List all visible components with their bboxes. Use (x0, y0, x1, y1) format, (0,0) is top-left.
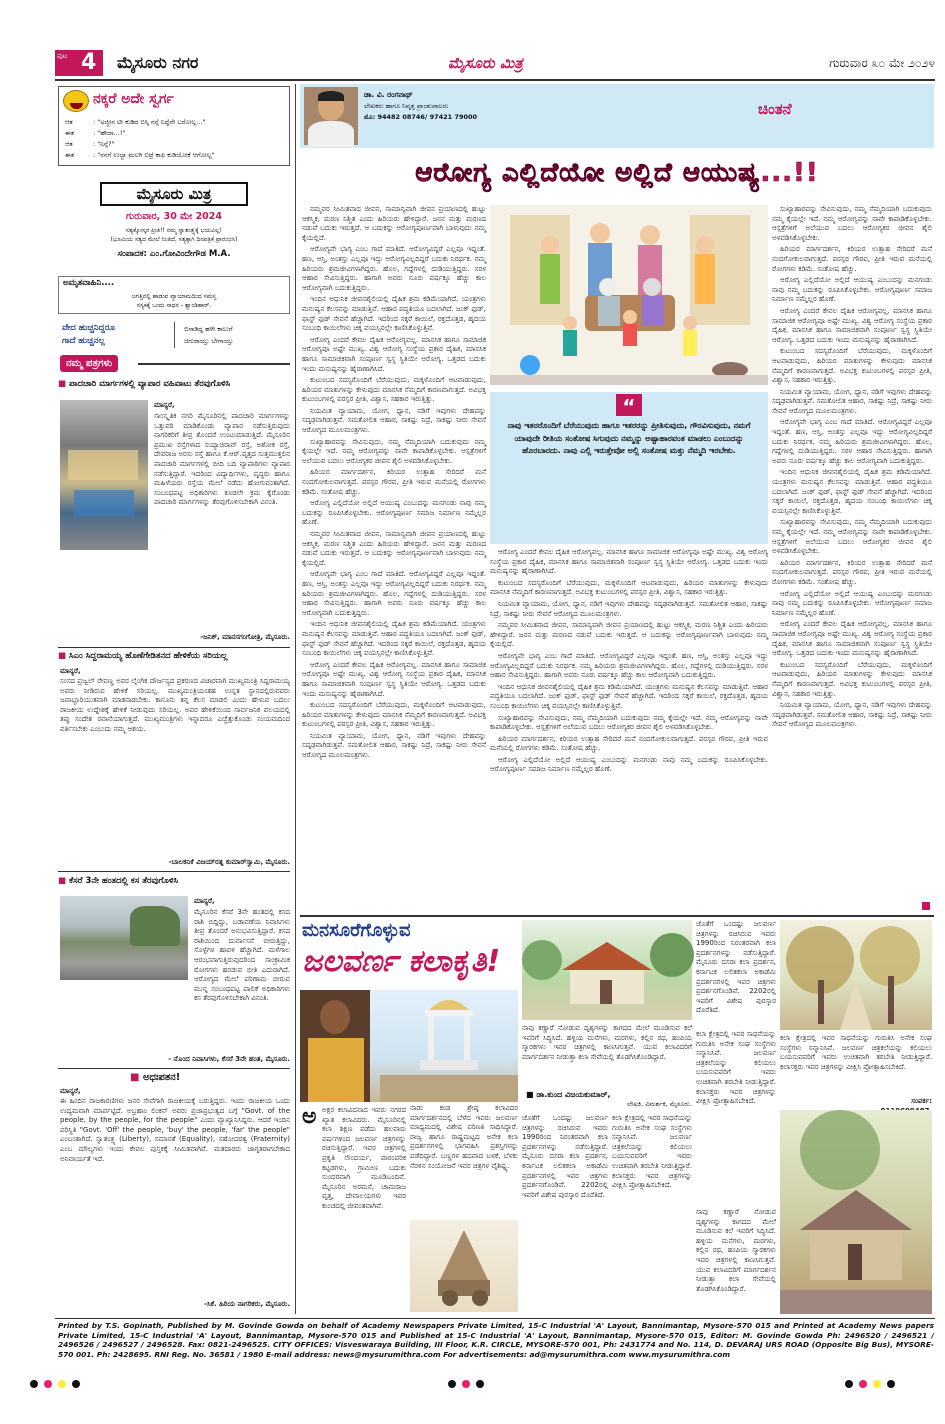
header-date: ಗುರುವಾರ ೩೦ ಮೇ ೨೦೨೪ (829, 56, 935, 70)
paper-date: ಗುರುವಾರ, 30 ಮೇ 2024 (125, 211, 223, 222)
joke-lines (65, 117, 287, 161)
pull-quote-box (490, 392, 768, 544)
letter-body: ಸಂಸದ ಪ್ರಜ್ವಲ್ ರೇವಣ್ಣ ಅವರ ಲೈಂಗಿಕ ದೌರ್ಜನ್ಯದ ಪ್ರಕರಣದ ವಿಚಾರವಾಗಿ ಮುಖ್ಯಮಂತ್ರಿ ಸಿದ್ದರಾಮಯ್ಯ ಅವರು ನೀಡಿರುವ ಹೇಳಿಕೆ ಸರಿಯಲ್ಲ. ಮುಖ್ಯಮಂತ್ರಿಯಂತಹ ಉನ್ನತ ಸ್ಥಾನದಲ್ಲಿರುವವರು ಜವಾಬ್ದಾರಿಯುತವಾಗಿ ಮಾತನಾಡಬೇಕು. ಕಾನೂನು ತನ್ನ ಕೆಲಸ ಮಾಡಲಿ ಎಂದು ಹೇಳುವ ಬದಲು ರಾಜಕೀಯ ಉದ್ದೇಶಕ್ಕೆ ಹೇಳಿಕೆ ನೀಡುವುದು ಸರಿಯಲ್ಲ. ಅವರ ಹೇಳಿಕೆಯಿಂದ ಸಾರ್ವಜನಿಕ ವಲಯದಲ್ಲಿ ತಪ್ಪು ಸಂದೇಶ ರವಾನೆಯಾಗುತ್ತದೆ. ಮುಖ್ಯಮಂತ್ರಿಗಳು ಇನ್ನಾದರೂ ಎಚ್ಚೆತ್ತುಕೊಂಡು ಸಂಯಮದಿಂದ ವರ್ತಿಸಬೇಕು ಎಂಬುದು ನಮ್ಮ ಆಶಯ. (60, 677, 290, 733)
letter-signature: -ಜನಿಕ್, ಮಾನಸಗಂಗೋತ್ರಿ, ಮೈಸೂರು. (200, 633, 290, 641)
watercolor-title: ಜಲವರ್ಣ ಕಲಾಕೃತಿ! (302, 944, 501, 979)
article-para: ಇಂದಿನ ಆಧುನಿಕ ಜೀವನಶೈಲಿಯಲ್ಲಿ ದೈಹಿಕ ಶ್ರಮ ಕಡಿಮೆಯಾಗಿದೆ. ಯಂತ್ರಗಳು ಮನುಷ್ಯನ ಕೆಲಸವನ್ನು ಮಾಡುತ್ತಿವೆ. ಆಹಾರ ಪದ್ಧತಿಯೂ ಬದಲಾಗಿದೆ. ಜಂಕ್ ಫುಡ್, ಫಾಸ್ಟ್ ಫುಡ್ ಸೇವನೆ ಹೆಚ್ಚಾಗಿದೆ. ಇದರಿಂದ ಸಕ್ಕರೆ ಕಾಯಿಲೆ, ರಕ್ತದೊತ್ತಡ, ಹೃದಯ ಸಂಬಂಧಿ ಕಾಯಿಲೆಗಳು ಚಿಕ್ಕ ವಯಸ್ಸಿನಲ್ಲೇ ಕಾಣಿಸಿಕೊಳ್ಳುತ್ತಿವೆ. (302, 620, 486, 658)
joke-line: ಈತ : "ನನಗೆ ಉಲ್ಟಾ ಮಲಗಿ ಬಿಟ್ರೆ ಕಾಫಿ ಕುಡಿಯೋಕೆ ಆಗೋಲ್ಲ" (65, 151, 215, 159)
letter-intro: ಮಾನ್ಯರೆ, (60, 667, 81, 675)
article-para: ಆರೋಗ್ಯ ಎಲ್ಲಿದೆಯೋ ಅಲ್ಲಿದೆ ಆಯುಷ್ಯ ಎಂಬುದನ್ನು ಮನಗಂಡು ನಾವು ನಮ್ಮ ಬದುಕನ್ನು ರೂಪಿಸಿಕೊಳ್ಳಬೇಕು. ಆರೋಗ್ಯಪೂರ್ಣ ಸಮಾಜ ನಿರ್ಮಾಣ ನಮ್ಮೆಲ್ಲರ ಹೊಣೆ. (302, 499, 486, 527)
joke-box (58, 86, 290, 166)
house-drawing (522, 920, 692, 1020)
hut-drawing (780, 1110, 932, 1314)
joke-title: ನಕ್ಕರೆ ಅದೇ ಸ್ವರ್ಗ (93, 91, 174, 107)
article-para: ಕುಟುಂಬದ ಸದಸ್ಯರೊಂದಿಗೆ ಬೆರೆಯುವುದು, ಮಕ್ಕಳೊಂದಿಗೆ ಆಟವಾಡುವುದು, ಹಿರಿಯರ ಮಾತುಗಳನ್ನು ಕೇಳುವುದು ಮಾನಸಿಕ ನೆಮ್ಮದಿಗೆ ಕಾರಣವಾಗುತ್ತದೆ. ಅವಿಭಕ್ತ ಕುಟುಂಬಗಳಲ್ಲಿ ಪರಸ್ಪರ ಪ್ರೀತಿ, ವಿಶ್ವಾಸ, ಸಹಕಾರ ಇರುತ್ತಿತ್ತು. (772, 660, 932, 698)
temple-chariot-painting (410, 1220, 518, 1312)
watercolor-text: ನಾಡು ಕಂಡ ಶ್ರೇಷ್ಠ ಕಲಾವಿದರ ಮಾರ್ಗದರ್ಶನದಲ್ಲಿ ಬೆಳೆದ ಇವರು ಜಲವರ್ಣ ಮಾಧ್ಯಮದಲ್ಲಿ ವಿಶೇಷ ಪರಿಣತಿ ಸಾಧಿಸಿದ್ದಾರೆ. ರಾಜ್ಯ ಹಾಗೂ ರಾಷ್ಟ್ರಮಟ್ಟದ ಅನೇಕ ಕಲಾ ಪ್ರದರ್ಶನಗಳಲ್ಲಿ ಭಾಗವಹಿಸಿ ಪ್ರಶಸ್ತಿಗಳನ್ನು ಪಡೆದಿದ್ದಾರೆ. ಬಣ್ಣಗಳ ಹದವಾದ ಬಳಕೆ, ಬೆಳಕು ನೆರಳಿನ ಸಂಯೋಜನೆ ಇವರ ಚಿತ್ರಗಳ ವೈಶಿಷ್ಟ್ಯ. (410, 1104, 518, 1170)
article-para: ಹಿರಿಯರ ಮಾರ್ಗದರ್ಶನ, ಕಿರಿಯರ ಉತ್ಸಾಹ ಸೇರಿದರೆ ಮನೆ ನಂದಗೋಕುಲವಾಗುತ್ತದೆ. ಪರಸ್ಪರ ಗೌರವ, ಪ್ರೀತಿ ಇರುವ ಮನೆಯಲ್ಲಿ ರೋಗಗಳು ಕಡಿಮೆ. ಸಂತೋಷ ಹೆಚ್ಚು. (772, 558, 932, 586)
article-para: ನಿಯಮಿತ ವ್ಯಾಯಾಮ, ಯೋಗ, ಧ್ಯಾನ, ನಡಿಗೆ ಇವುಗಳು ದೇಹವನ್ನು ಸದೃಢವಾಗಿಡುತ್ತವೆ. ಸಮತೋಲಿತ ಆಹಾರ, ಸಾಕಷ್ಟು ನಿದ್ರೆ, ಸಾಕಷ್ಟು ನೀರು ಸೇವನೆ ಆರೋಗ್ಯದ ಮೂಲಮಂತ್ರಗಳು. (772, 387, 932, 415)
joke-line: ಆತ : "ನಿನ್ಗೆ?" (65, 140, 115, 148)
article-para: ಕುಟುಂಬದ ಸದಸ್ಯರೊಂದಿಗೆ ಬೆರೆಯುವುದು, ಮಕ್ಕಳೊಂದಿಗೆ ಆಟವಾಡುವುದು, ಹಿರಿಯರ ಮಾತುಗಳನ್ನು ಕೇಳುವುದು ಮಾನಸಿಕ ನೆಮ್ಮದಿಗೆ ಕಾರಣವಾಗುತ್ತದೆ. ಅವಿಭಕ್ತ ಕುಟುಂಬಗಳಲ್ಲಿ ಪರಸ್ಪರ ಪ್ರೀತಿ, ವಿಶ್ವಾಸ, ಸಹಕಾರ ಇರುತ್ತಿತ್ತು. (302, 376, 486, 404)
letter-headline: ■ ಸಿಎಂ ಸಿದ್ದರಾಮಯ್ಯ ಹೊಣೆಗೇಡಿತನದ ಹೇಳಿಕೆಯ ಸರಿಯಲ್ಲ (58, 651, 228, 661)
proverb-right: ಬಿಸಾಡಿದ್ದ ಹಳೇ ಕಾಲುಗೆ (184, 325, 233, 333)
article-para: ಆರೋಗ್ಯ ಎಲ್ಲಿದೆಯೋ ಅಲ್ಲಿದೆ ಆಯುಷ್ಯ ಎಂಬುದನ್ನು ಮನಗಂಡು ನಾವು ನಮ್ಮ ಬದುಕನ್ನು ರೂಪಿಸಿಕೊಳ್ಳಬೇಕು. ಆರೋಗ್ಯಪೂರ್ಣ ಸಮಾಜ ನಿರ್ಮಾಣ ನಮ್ಮೆಲ್ಲರ ಹೊಣೆ. (490, 755, 768, 774)
letter-headline: ■ ಕೆಸರೆ 3ನೇ ಹಂತದಲ್ಲಿ ಕಸ ತೆರವುಗೊಳಿಸಿ (58, 876, 178, 886)
footer-imprint: Printed by T.S. Gopinath, Published by M. Govinde Gowda on behalf of Academy Newspapers Private Limited, 15-C Industrial 'A' Layout, Bannimantap, Mysore-570 015 and Printed at Academy News papers Private Limited, 15-C Industrial 'A' Layout, Bannimantap, Mysore-570 015 and Published at 15-C Industrial 'A' Layout, Bannimantap, Mysore-570 015, Editor: M. Govinde Gowda Ph: 2496520 / 2496521 / 2496526 / 2496527 / 2496528. Fax: 0821-2496525. CITY OFFICES: Visveswaraya Building, III Floor, K.R. CIRCLE, MYSORE-570 001, Ph: 2431774 and No. 114, D. DEVARAJ URS ROAD (Opposite Big Bus), MYSORE-570 001. Ph: 2428695. RNI Reg. No. 36581 / 1980 E-mail address: news@mysurumithra.com For advertisements: ad@mysurumithra.com www.mysurumithra.com (58, 1321, 934, 1359)
bullet-icon: ■ (130, 1072, 143, 1083)
article-para: ಸುಖ್ಯಾಹಾರವನ್ನು ಸೇವಿಸುವುದು, ನಮ್ಮ ನೆಮ್ಮದಿಯಾಗಿ ಬದುಕುವುದು ನಮ್ಮ ಕೈಯಲ್ಲೇ ಇದೆ. ನಮ್ಮ ಆರೋಗ್ಯವನ್ನು ನಾವೇ ಕಾಪಾಡಿಕೊಳ್ಳಬೇಕು. ಆಸ್ಪತ್ರೆಗಳಿಗೆ ಅಲೆಯುವ ಬದಲು ಆರೋಗ್ಯಕರ ಜೀವನ ಶೈಲಿ ಅಳವಡಿಸಿಕೊಳ್ಳಬೇಕು. (772, 205, 932, 242)
paper-editor: ಸಂಪಾದಕ: ಎಂ.ಗೋವಿಂದೇಗೌಡ M.A. (117, 249, 231, 259)
letter-body-cont (60, 986, 290, 1014)
chariot-drawing (410, 1220, 518, 1312)
end-mark-icon (922, 902, 930, 910)
article-para: ಹಿರಿಯರ ಮಾರ್ಗದರ್ಶನ, ಕಿರಿಯರ ಉತ್ಸಾಹ ಸೇರಿದರೆ ಮನೆ ನಂದಗೋಕುಲವಾಗುತ್ತದೆ. ಪರಸ್ಪರ ಗೌರವ, ಪ್ರೀತಿ ಇರುವ ಮನೆಯಲ್ಲಿ ರೋಗಗಳು ಕಡಿಮೆ. ಸಂತೋಷ ಹೆಚ್ಚು. (772, 245, 932, 273)
paper-logo: ಮೈಸೂರು ಮಿತ್ರ (100, 182, 248, 206)
article-para: ಆರೋಗ್ಯ ಎಂದರೆ ಕೇವಲ ದೈಹಿಕ ಆರೋಗ್ಯವಲ್ಲ. ಮಾನಸಿಕ ಹಾಗೂ ಸಾಮಾಜಿಕ ಆರೋಗ್ಯವೂ ಅಷ್ಟೇ ಮುಖ್ಯ. ವಿಶ್ವ ಆರೋಗ್ಯ ಸಂಸ್ಥೆಯ ಪ್ರಕಾರ ದೈಹಿಕ, ಮಾನಸಿಕ ಹಾಗೂ ಸಾಮಾಜಿಕವಾಗಿ ಸಂಪೂರ್ಣ ಸ್ವಸ್ಥ ಸ್ಥಿತಿಯೇ ಆರೋಗ್ಯ. ಒತ್ತಡದ ಬದುಕು ಇಂದು ಮನುಷ್ಯನನ್ನು ಹೈರಾಣಾಗಿಸಿದೆ. (302, 660, 486, 698)
article-para: ಹಿರಿಯರ ಮಾರ್ಗದರ್ಶನ, ಕಿರಿಯರ ಉತ್ಸಾಹ ಸೇರಿದರೆ ಮನೆ ನಂದಗೋಕುಲವಾಗುತ್ತದೆ. ಪರಸ್ಪರ ಗೌರವ, ಪ್ರೀತಿ ಇರುವ ಮನೆಯಲ್ಲಿ ರೋಗಗಳು ಕಡಿಮೆ. ಸಂತೋಷ ಹೆಚ್ಚು. (490, 734, 768, 753)
paper-info-box (58, 180, 290, 270)
namma-patra-label: ನಮ್ಮ ಪತ್ರಗಳು (60, 355, 118, 372)
page-number: 4 (81, 50, 97, 75)
article-para: ಸುಖ್ಯಾಹಾರವನ್ನು ಸೇವಿಸುವುದು, ನಮ್ಮ ನೆಮ್ಮದಿಯಾಗಿ ಬದುಕುವುದು ನಮ್ಮ ಕೈಯಲ್ಲೇ ಇದೆ. ನಮ್ಮ ಆರೋಗ್ಯವನ್ನು ನಾವೇ ಕಾಪಾಡಿಕೊಳ್ಳಬೇಕು. ಆಸ್ಪತ್ರೆಗಳಿಗೆ ಅಲೆಯುವ ಬದಲು ಆರೋಗ್ಯಕರ ಜೀವನ ಶೈಲಿ ಅಳವಡಿಸಿಕೊಳ್ಳಬೇಕು. (490, 713, 768, 732)
letter-headline: ■ ಅಧಃಪತನ! (130, 1072, 181, 1083)
letter-body: ಸಾಂಸ್ಕೃತಿಕ ನಗರಿ ಮೈಸೂರಿನಲ್ಲಿ ಪಾದಚಾರಿ ಮಾರ್ಗಗಳನ್ನು ಒತ್ತುವರಿ ಮಾಡಿಕೊಂಡು ವ್ಯಾಪಾರ ನಡೆಸುತ್ತಿರುವುದು ನಾಗರಿಕರಿಗೆ ತೀವ್ರ ತೊಂದರೆ ಉಂಟುಮಾಡುತ್ತಿದೆ. ಮೈಸೂರಿನ ಪ್ರಮುಖ ರಸ್ತೆಗಳಾದ ಸಯ್ಯಾಜಿರಾವ್ ರಸ್ತೆ, ಅಶೋಕ ರಸ್ತೆ, ದೇವರಾಜ ಅರಸು ರಸ್ತೆ ಹಾಗೂ ಕೆ.ಆರ್.ವೃತ್ತದ ಸುತ್ತಮುತ್ತಲಿನ ಪಾದಚಾರಿ ಮಾರ್ಗಗಳಲ್ಲಿ ಬೀದಿ ಬದಿ ವ್ಯಾಪಾರಿಗಳು ವ್ಯಾಪಾರ ನಡೆಸುತ್ತಿದ್ದಾರೆ. ಇದರಿಂದ ವಿದ್ಯಾರ್ಥಿಗಳು, ವೃದ್ಧರು ಹಾಗೂ ಮಹಿಳೆಯರು ರಸ್ತೆಯ ಮೇಲೆ ನಡೆದು ಹೋಗುವಂತಾಗಿದೆ. ಸಂಬಂಧಪಟ್ಟ ಅಧಿಕಾರಿಗಳು ಕೂಡಲೇ ಕ್ರಮ ಕೈಗೊಂಡು ಪಾದಚಾರಿ ಮಾರ್ಗಗಳನ್ನು ತೆರವುಗೊಳಿಸಬೇಕಾಗಿ ವಿನಂತಿ. (154, 412, 290, 507)
watercolor-text: ಜೊತೆಗೆ ಒಂದಷ್ಟು ಜಲವರ್ಣ ಚಿತ್ರಗಳನ್ನು ರಚಿಸಿರುವ ಇವರು 1990ರಿಂದ ನಿರಂತರವಾಗಿ ಕಲಾ ಪ್ರದರ್ಶನಗಳನ್ನು ನಡೆಸುತ್ತಿದ್ದಾರೆ. ಮೈಸೂರು ದಸರಾ ಕಲಾ ಪ್ರದರ್ಶನ, ಕರ್ನಾಟಕ ಲಲಿತಕಲಾ ಅಕಾಡೆಮಿ ಪ್ರದರ್ಶನಗಳಲ್ಲಿ ಇವರ ಚಿತ್ರಗಳು ಪ್ರದರ್ಶನಗೊಂಡಿವೆ. 2202ರಲ್ಲಿ ಇವರಿಗೆ ವಿಶೇಷ ಪುರಸ್ಕಾರ ದೊರೆತಿದೆ. (696, 920, 776, 1015)
proverb-left: ವೇದ ಹುಚ್ಚನಿದ್ದರೂ (62, 323, 115, 333)
article-para: ಆರೋಗ್ಯವೇ ಭಾಗ್ಯ ಎಂಬ ಗಾದೆ ಮಾತಿದೆ. ಆರೋಗ್ಯವಿದ್ದರೆ ಎಲ್ಲವೂ ಇದ್ದಂತೆ. ಹಣ, ಆಸ್ತಿ, ಅಂತಸ್ತು ಎಲ್ಲವೂ ಇದ್ದು ಆರೋಗ್ಯವಿಲ್ಲದಿದ್ದರೆ ಬದುಕು ನಿರರ್ಥಕ. ನಮ್ಮ ಹಿರಿಯರು ಶ್ರಮಜೀವಿಗಳಾಗಿದ್ದರು. ಹೊಲ, ಗದ್ದೆಗಳಲ್ಲಿ ದುಡಿಯುತ್ತಿದ್ದರು. ಸರಳ ಆಹಾರ ಸೇವಿಸುತ್ತಿದ್ದರು. ಹಾಗಾಗಿ ಅವರು ನೂರು ವರ್ಷಕ್ಕೂ ಹೆಚ್ಚು ಕಾಲ ಆರೋಗ್ಯವಾಗಿ ಬದುಕುತ್ತಿದ್ದರು. (772, 418, 932, 465)
garbage-road-photo (60, 896, 188, 980)
byline-role: ಲೇಖಕಿ, ವಿಮರ್ಶಕಿ, ಮೈಸೂರು. (626, 1100, 692, 1108)
watercolor-text: ನಾವು ಕಣ್ಣಾರೆ ನೋಡುವ ದೃಶ್ಯಗಳನ್ನು ಕಾಗದದ ಮೇಲೆ ಮೂಡಿಸುವ ಕಲೆ ಇವರಿಗೆ ಸಿದ್ಧಿಸಿದೆ. ಹಳ್ಳಿಯ ಮನೆಗಳು, ಮರಗಳು, ಕಲ್ಲಿನ ರಥ, ಹಂಪಿಯ ಸ್ಮಾರಕಗಳು ಇವರ ಚಿತ್ರಗಳಲ್ಲಿ ಕಾಣಸಿಗುತ್ತವೆ. ಯುವ ಕಲಾವಿದರಿಗೆ ಮಾರ್ಗದರ್ಶನ ನೀಡುತ್ತಾ ಕಲಾ ಸೇವೆಯಲ್ಲಿ ತೊಡಗಿಸಿಕೊಂಡಿದ್ದಾರೆ. (522, 1024, 692, 1061)
watercolor-text: ನಾವು ಕಣ್ಣಾರೆ ನೋಡುವ ದೃಶ್ಯಗಳನ್ನು ಕಾಗದದ ಮೇಲೆ ಮೂಡಿಸುವ ಕಲೆ ಇವರಿಗೆ ಸಿದ್ಧಿಸಿದೆ. ಹಳ್ಳಿಯ ಮನೆಗಳು, ಮರಗಳು, ಕಲ್ಲಿನ ರಥ, ಹಂಪಿಯ ಸ್ಮಾರಕಗಳು ಇವರ ಚಿತ್ರಗಳಲ್ಲಿ ಕಾಣಸಿಗುತ್ತವೆ. ಯುವ ಕಲಾವಿದರಿಗೆ ಮಾರ್ಗದರ್ಶನ ನೀಡುತ್ತಾ ಕಲಾ ಸೇವೆಯಲ್ಲಿ ತೊಡಗಿಸಿಕೊಂಡಿದ್ದಾರೆ. (696, 1208, 776, 1293)
letter-headline: ■ ಪಾದಚಾರಿ ಮಾರ್ಗಗಳಲ್ಲಿ ವ್ಯಾಪಾರ ವಹಿವಾಟು ತೆರವುಗೊಳಿಸಿ (58, 379, 231, 389)
village-hut-painting (780, 1110, 932, 1314)
article-para: ಇಂದಿನ ಆಧುನಿಕ ಜೀವನಶೈಲಿಯಲ್ಲಿ ದೈಹಿಕ ಶ್ರಮ ಕಡಿಮೆಯಾಗಿದೆ. ಯಂತ್ರಗಳು ಮನುಷ್ಯನ ಕೆಲಸವನ್ನು ಮಾಡುತ್ತಿವೆ. ಆಹಾರ ಪದ್ಧತಿಯೂ ಬದಲಾಗಿದೆ. ಜಂಕ್ ಫುಡ್, ಫಾಸ್ಟ್ ಫುಡ್ ಸೇವನೆ ಹೆಚ್ಚಾಗಿದೆ. ಇದರಿಂದ ಸಕ್ಕರೆ ಕಾಯಿಲೆ, ರಕ್ತದೊತ್ತಡ, ಹೃದಯ ಸಂಬಂಧಿ ಕಾಯಿಲೆಗಳು ಚಿಕ್ಕ ವಯಸ್ಸಿನಲ್ಲೇ ಕಾಣಿಸಿಕೊಳ್ಳುತ್ತಿವೆ. (490, 682, 768, 710)
article-para: ಆರೋಗ್ಯ ಎಲ್ಲಿದೆಯೋ ಅಲ್ಲಿದೆ ಆಯುಷ್ಯ ಎಂಬುದನ್ನು ಮನಗಂಡು ನಾವು ನಮ್ಮ ಬದುಕನ್ನು ರೂಪಿಸಿಕೊಳ್ಳಬೇಕು. ಆರೋಗ್ಯಪೂರ್ಣ ಸಮಾಜ ನಿರ್ಮಾಣ ನಮ್ಮೆಲ್ಲರ ಹೊಣೆ. (772, 276, 932, 304)
chintane-header (300, 84, 934, 148)
laughing-face-icon (63, 90, 89, 112)
article-para: ಸುಖ್ಯಾಹಾರವನ್ನು ಸೇವಿಸುವುದು, ನಮ್ಮ ನೆಮ್ಮದಿಯಾಗಿ ಬದುಕುವುದು ನಮ್ಮ ಕೈಯಲ್ಲೇ ಇದೆ. ನಮ್ಮ ಆರೋಗ್ಯವನ್ನು ನಾವೇ ಕಾಪಾಡಿಕೊಳ್ಳಬೇಕು. ಆಸ್ಪತ್ರೆಗಳಿಗೆ ಅಲೆಯುವ ಬದಲು ಆರೋಗ್ಯಕರ ಜೀವನ ಶೈಲಿ ಅಳವಡಿಸಿಕೊಳ್ಳಬೇಕು. (302, 437, 486, 465)
masthead-name: ಮೈಸೂರು ಮಿತ್ರ (448, 54, 523, 72)
paper-motto: ಸತ್ಯಕ್ಕೋಸ್ಕರ ಪ್ರೀತಿ!! ನಮ್ಮ ಸ್ವಾತಂತ್ರ್ಯಕ್ಕೆ ಭಯವಿಲ್ಲ! (125, 227, 223, 234)
author-byline (526, 1090, 692, 1109)
article-para: ಇಂದಿನ ಆಧುನಿಕ ಜೀವನಶೈಲಿಯಲ್ಲಿ ದೈಹಿಕ ಶ್ರಮ ಕಡಿಮೆಯಾಗಿದೆ. ಯಂತ್ರಗಳು ಮನುಷ್ಯನ ಕೆಲಸವನ್ನು ಮಾಡುತ್ತಿವೆ. ಆಹಾರ ಪದ್ಧತಿಯೂ ಬದಲಾಗಿದೆ. ಜಂಕ್ ಫುಡ್, ಫಾಸ್ಟ್ ಫುಡ್ ಸೇವನೆ ಹೆಚ್ಚಾಗಿದೆ. ಇದರಿಂದ ಸಕ್ಕರೆ ಕಾಯಿಲೆ, ರಕ್ತದೊತ್ತಡ, ಹೃದಯ ಸಂಬಂಧಿ ಕಾಯಿಲೆಗಳು ಚಿಕ್ಕ ವಯಸ್ಸಿನಲ್ಲೇ ಕಾಣಿಸಿಕೊಳ್ಳುತ್ತಿವೆ. (772, 468, 932, 515)
article-headline-text: ಆರೋಗ್ಯ ಎಲ್ಲಿದೆಯೋ ಅಲ್ಲಿದೆ ಆಯುಷ್ಯ...!! (415, 158, 819, 188)
watercolor-kicker: ಮನಸೂರೆಗೊಳ್ಳುವ (302, 920, 411, 941)
mandapa-drawing (380, 990, 518, 1102)
article-para: ನಮ್ಮವರ ಸೀಮಿತವಾದ ಜೀವನ, ಸಾಮಾನ್ಯವಾಗಿ ಜೀವನ ಪ್ರಯಾಣದಲ್ಲಿ ಹುಟ್ಟು ಆಕಸ್ಮಿಕ, ಮರಣ ನಿಶ್ಚಿತ ಎಂದು ಹಿರಿಯರು ಹೇಳಿದ್ದಾರೆ. ಜನನ ಮತ್ತು ಮರಣದ ನಡುವೆ ಬದುಕು ಇರುತ್ತದೆ. ಆ ಬದುಕನ್ನು ಆರೋಗ್ಯಪೂರ್ಣವಾಗಿ ಬಾಳುವುದು ನಮ್ಮ ಕೈಯಲ್ಲಿದೆ. (490, 621, 768, 649)
section-title: ಮೈಸೂರು ನಗರ (117, 53, 199, 72)
article-para: ಆರೋಗ್ಯ ಎಲ್ಲಿದೆಯೋ ಅಲ್ಲಿದೆ ಆಯುಷ್ಯ ಎಂಬುದನ್ನು ಮನಗಂಡು ನಾವು ನಮ್ಮ ಬದುಕನ್ನು ರೂಪಿಸಿಕೊಳ್ಳಬೇಕು. ಆರೋಗ್ಯಪೂರ್ಣ ಸಮಾಜ ನಿರ್ಮಾಣ ನಮ್ಮೆಲ್ಲರ ಹೊಣೆ. (772, 589, 932, 617)
watercolor-text: ಅಕ್ಷರ ಕಲಾವಿದನಾದ ಇವರು ನಗರದ ಖ್ಯಾತ ಕಲಾವಿದರು. ಮೈಸೂರಿನಲ್ಲಿ ಕಲಾ ಶಿಕ್ಷಣ ಪಡೆದು ಹಲವಾರು ವರ್ಷಗಳಿಂದ ಜಲವರ್ಣ ಚಿತ್ರಗಳನ್ನು ರಚಿಸುತ್ತಿದ್ದಾರೆ. ಇವರ ಚಿತ್ರಗಳಲ್ಲಿ ಪ್ರಕೃತಿ ಸೌಂದರ್ಯ, ಪಾರಂಪರಿಕ ಕಟ್ಟಡಗಳು, ಗ್ರಾಮೀಣ ಬದುಕು ಸುಂದರವಾಗಿ ಮೂಡಿಬಂದಿವೆ. ಮೈಸೂರಿನ ಅರಮನೆ, ಚಾಮರಾಜ ವೃತ್ತ, ದೇವಾಲಯಗಳು ಇವರ ಕುಂಚದಲ್ಲಿ ಜೀವಂತವಾಗಿವೆ. (322, 1106, 406, 1210)
article-para: ಹಿರಿಯರ ಮಾರ್ಗದರ್ಶನ, ಕಿರಿಯರ ಉತ್ಸಾಹ ಸೇರಿದರೆ ಮನೆ ನಂದಗೋಕುಲವಾಗುತ್ತದೆ. ಪರಸ್ಪರ ಗೌರವ, ಪ್ರೀತಿ ಇರುವ ಮನೆಯಲ್ಲಿ ರೋಗಗಳು ಕಡಿಮೆ. ಸಂತೋಷ ಹೆಚ್ಚು. (302, 468, 486, 496)
artist-photo (300, 990, 370, 1102)
page-header (55, 50, 935, 78)
letter-body: ಈ ಹಿಂದಿನ ರಾಜಕಾರಣಿಗಳು ಜನರ ಸೇವೆಗಾಗಿ ರಾಜಕೀಯಕ್ಕೆ ಬರುತ್ತಿದ್ದರು. ಇಂದು ರಾಜಕೀಯ ಒಂದು ಉದ್ಯಮವಾಗಿ ಮಾರ್ಪಟ್ಟಿದೆ. ಅಬ್ರಹಾಂ ಲಿಂಕನ್ ಅವರು ಪ್ರಜಾಪ್ರಭುತ್ವದ ಬಗ್ಗೆ "Govt. of the people, by the people, for the people" ಎಂದು ವ್ಯಾಖ್ಯಾನಿಸಿದ್ದರು. ಆದರೆ ಇಂದಿನ ಪರಿಸ್ಥಿತಿ "Govt. 'Off' the people, 'buy' the people, 'far' the people" ಎಂಬಂತಾಗಿದೆ. ಸ್ವಾತಂತ್ರ್ಯ (Liberty), ಸಮಾನತೆ (Equality), ಸಹೋದರತ್ವ (Fraternity) ಎಂಬ ಮೌಲ್ಯಗಳು ಇಂದು ಕೇವಲ ಪುಸ್ತಕಕ್ಕೆ ಸೀಮಿತವಾಗಿವೆ. ಮತದಾರರು ಜಾಗೃತರಾಗಬೇಕಾದ ಅನಿವಾರ್ಯತೆ ಇದೆ. (60, 1097, 290, 1163)
joke-line: ಆತ : "ಅಜ್ಜೀನ ಟೀ ಕುಡಿದ ಬಿಸ್ಕಿ ನನ್ಗೆ ನಿದ್ದೆನೇ ಬರೋಲ್ಲ..." (65, 118, 206, 126)
proverb-box (58, 320, 290, 350)
author-name: ಡಾ. ವಿ. ರಂಗನಾಥ್ (364, 90, 413, 99)
author-role: ಲೇಖಕರು ಹಾಗೂ ನಿವೃತ್ತ ಪ್ರಾಂಶುಪಾಲರು (364, 102, 449, 110)
author-photo (304, 87, 358, 145)
article-para: ನಿಯಮಿತ ವ್ಯಾಯಾಮ, ಯೋಗ, ಧ್ಯಾನ, ನಡಿಗೆ ಇವುಗಳು ದೇಹವನ್ನು ಸದೃಢವಾಗಿಡುತ್ತವೆ. ಸಮತೋಲಿತ ಆಹಾರ, ಸಾಕಷ್ಟು ನಿದ್ರೆ, ಸಾಕಷ್ಟು ನೀರು ಸೇವನೆ ಆರೋಗ್ಯದ ಮೂಲಮಂತ್ರಗಳು. (302, 406, 486, 435)
article-para: ಕುಟುಂಬದ ಸದಸ್ಯರೊಂದಿಗೆ ಬೆರೆಯುವುದು, ಮಕ್ಕಳೊಂದಿಗೆ ಆಟವಾಡುವುದು, ಹಿರಿಯರ ಮಾತುಗಳನ್ನು ಕೇಳುವುದು ಮಾನಸಿಕ ನೆಮ್ಮದಿಗೆ ಕಾರಣವಾಗುತ್ತದೆ. ಅವಿಭಕ್ತ ಕುಟುಂಬಗಳಲ್ಲಿ ಪರಸ್ಪರ ಪ್ರೀತಿ, ವಿಶ್ವಾಸ, ಸಹಕಾರ ಇರುತ್ತಿತ್ತು. (490, 578, 768, 597)
paper-motto-sub: (ಭೂಮಿಯ ಸತ್ಯದ ಮೇಲೆ ನಿಂತಿದೆ, ಸತ್ಯಕ್ಕಾಗಿ ದಿನಪತ್ರಿಕೆ ಪ್ರಾರಂಭಿಸಿ) (110, 236, 238, 243)
letter-body: ಮೈಸೂರಿನ ಕೆಸರೆ 3ನೇ ಹಂತದಲ್ಲಿ ಕಸದ ರಾಶಿ ಬಿದ್ದಿದ್ದು, ಬಡಾವಣೆಯ ನಿವಾಸಿಗಳು ತೀವ್ರ ತೊಂದರೆ ಅನುಭವಿಸುತ್ತಿದ್ದಾರೆ. ಕಸದ ರಾಶಿಯಿಂದ ದುರ್ವಾಸನೆ ಬೀರುತ್ತಿದ್ದು, ಸೊಳ್ಳೆಗಳ ಹಾವಳಿ ಹೆಚ್ಚಾಗಿದೆ. ಮಳೆಗಾಲ ಆರಂಭವಾಗುತ್ತಿರುವುದರಿಂದ ಸಾಂಕ್ರಾಮಿಕ ರೋಗಗಳು ಹರಡುವ ಭೀತಿ ಎದುರಾಗಿದೆ. ಆರೋಗ್ಯದ ಮೇಲೆ ಪರಿಣಾಮ ಬೀರುವ ಮುನ್ನ ಸಂಬಂಧಪಟ್ಟ ಪಾಲಿಕೆ ಅಧಿಕಾರಿಗಳು ಕಸ ತೆರವುಗೊಳಿಸಬೇಕಾಗಿ ವಿನಂತಿ. (194, 908, 290, 1003)
watercolor-text: ಕಲಾ ಕ್ಷೇತ್ರದಲ್ಲಿ ಇವರ ಸಾಧನೆಯನ್ನು ಗುರುತಿಸಿ ಅನೇಕ ಸಂಘ ಸಂಸ್ಥೆಗಳು ಸನ್ಮಾನಿಸಿವೆ. ಜಲವರ್ಣ ಚಿತ್ರಕಲೆಯನ್ನು ಕಲಿಯಲು ಬಯಸುವವರಿಗೆ ಇವರು ಉಚಿತವಾಗಿ ತರಬೇತಿ ನೀಡುತ್ತಿದ್ದಾರೆ. ಕಲಾಸಕ್ತರು ಇವರ ಚಿತ್ರಗಳನ್ನು ವೀಕ್ಷಿಸಿ ಪ್ರೋತ್ಸಾಹಿಸಬೇಕಿದೆ. (612, 1114, 692, 1190)
article-para: ಆರೋಗ್ಯವೇ ಭಾಗ್ಯ ಎಂಬ ಗಾದೆ ಮಾತಿದೆ. ಆರೋಗ್ಯವಿದ್ದರೆ ಎಲ್ಲವೂ ಇದ್ದಂತೆ. ಹಣ, ಆಸ್ತಿ, ಅಂತಸ್ತು ಎಲ್ಲವೂ ಇದ್ದು ಆರೋಗ್ಯವಿಲ್ಲದಿದ್ದರೆ ಬದುಕು ನಿರರ್ಥಕ. ನಮ್ಮ ಹಿರಿಯರು ಶ್ರಮಜೀವಿಗಳಾಗಿದ್ದರು. ಹೊಲ, ಗದ್ದೆಗಳಲ್ಲಿ ದುಡಿಯುತ್ತಿದ್ದರು. ಸರಳ ಆಹಾರ ಸೇವಿಸುತ್ತಿದ್ದರು. ಹಾಗಾಗಿ ಅವರು ನೂರು ವರ್ಷಕ್ಕೂ ಹೆಚ್ಚು ಕಾಲ ಆರೋಗ್ಯವಾಗಿ ಬದುಕುತ್ತಿದ್ದರು. (490, 651, 768, 680)
tree-road-painting (780, 920, 932, 1030)
family-drawing (490, 205, 768, 385)
article-para: ನಮ್ಮವರ ಸೀಮಿತವಾದ ಜೀವನ, ಸಾಮಾನ್ಯವಾಗಿ ಜೀವನ ಪ್ರಯಾಣದಲ್ಲಿ ಹುಟ್ಟು ಆಕಸ್ಮಿಕ, ಮರಣ ನಿಶ್ಚಿತ ಎಂದು ಹಿರಿಯರು ಹೇಳಿದ್ದಾರೆ. ಜನನ ಮತ್ತು ಮರಣದ ನಡುವೆ ಬದುಕು ಇರುತ್ತದೆ. ಆ ಬದುಕನ್ನು ಆರೋಗ್ಯಪೂರ್ಣವಾಗಿ ಬಾಳುವುದು ನಮ್ಮ ಕೈಯಲ್ಲಿದೆ. (302, 530, 486, 567)
column-divider (295, 84, 296, 1314)
byline-name: ■ ಡಾ.ಕುಂದ ವಿಜಯಕುಮಾರ್, (526, 1090, 611, 1099)
header-rule (55, 79, 935, 81)
letter-intro: ಮಾನ್ಯರೆ, (194, 897, 215, 905)
drop-cap: ಅ (302, 1104, 317, 1129)
article-column (490, 548, 768, 906)
namma-patra-banner (58, 355, 290, 373)
article-para: ಸುಖ್ಯಾಹಾರವನ್ನು ಸೇವಿಸುವುದು, ನಮ್ಮ ನೆಮ್ಮದಿಯಾಗಿ ಬದುಕುವುದು ನಮ್ಮ ಕೈಯಲ್ಲೇ ಇದೆ. ನಮ್ಮ ಆರೋಗ್ಯವನ್ನು ನಾವೇ ಕಾಪಾಡಿಕೊಳ್ಳಬೇಕು. ಆಸ್ಪತ್ರೆಗಳಿಗೆ ಅಲೆಯುವ ಬದಲು ಆರೋಗ್ಯಕರ ಜೀವನ ಶೈಲಿ ಅಳವಡಿಸಿಕೊಳ್ಳಬೇಕು. (772, 518, 932, 556)
article-para: ಆರೋಗ್ಯ ಎಂದರೆ ಕೇವಲ ದೈಹಿಕ ಆರೋಗ್ಯವಲ್ಲ. ಮಾನಸಿಕ ಹಾಗೂ ಸಾಮಾಜಿಕ ಆರೋಗ್ಯವೂ ಅಷ್ಟೇ ಮುಖ್ಯ. ವಿಶ್ವ ಆರೋಗ್ಯ ಸಂಸ್ಥೆಯ ಪ್ರಕಾರ ದೈಹಿಕ, ಮಾನಸಿಕ ಹಾಗೂ ಸಾಮಾಜಿಕವಾಗಿ ಸಂಪೂರ್ಣ ಸ್ವಸ್ಥ ಸ್ಥಿತಿಯೇ ಆರೋಗ್ಯ. ಒತ್ತಡದ ಬದುಕು ಇಂದು ಮನುಷ್ಯನನ್ನು ಹೈರಾಣಾಗಿಸಿದೆ. (772, 306, 932, 344)
bullet-icon: ■ (58, 876, 69, 886)
artist-painting-photo (300, 990, 518, 1102)
proverb-right: ಚಿಗುರಾಯ್ತು ಬೇಗಾಯ್ತು (184, 337, 234, 345)
amrutha-line: ಜಗತ್ತಿನಲ್ಲಿ ಹಾಡುವ ವ್ಯಾಯಾಮದಿಂದ ಸಮಸ್ತ (131, 293, 217, 300)
amrutha-title: ಅಮೃತವಾಹಿನಿ.... (63, 278, 115, 288)
article-para: ನಿಯಮಿತ ವ್ಯಾಯಾಮ, ಯೋಗ, ಧ್ಯಾನ, ನಡಿಗೆ ಇವುಗಳು ದೇಹವನ್ನು ಸದೃಢವಾಗಿಡುತ್ತವೆ. ಸಮತೋಲಿತ ಆಹಾರ, ಸಾಕಷ್ಟು ನಿದ್ರೆ, ಸಾಕಷ್ಟು ನೀರು ಸೇವನೆ ಆರೋಗ್ಯದ ಮೂಲಮಂತ್ರಗಳು. (772, 701, 932, 729)
article-para: ನಿಯಮಿತ ವ್ಯಾಯಾಮ, ಯೋಗ, ಧ್ಯಾನ, ನಡಿಗೆ ಇವುಗಳು ದೇಹವನ್ನು ಸದೃಢವಾಗಿಡುತ್ತವೆ. ಸಮತೋಲಿತ ಆಹಾರ, ಸಾಕಷ್ಟು ನಿದ್ರೆ, ಸಾಕಷ್ಟು ನೀರು ಸೇವನೆ ಆರೋಗ್ಯದ ಮೂಲಮಂತ್ರಗಳು. (302, 731, 486, 760)
tree-drawing (780, 920, 932, 1030)
article-para: ಆರೋಗ್ಯ ಎಂದರೆ ಕೇವಲ ದೈಹಿಕ ಆರೋಗ್ಯವಲ್ಲ. ಮಾನಸಿಕ ಹಾಗೂ ಸಾಮಾಜಿಕ ಆರೋಗ್ಯವೂ ಅಷ್ಟೇ ಮುಖ್ಯ. ವಿಶ್ವ ಆರೋಗ್ಯ ಸಂಸ್ಥೆಯ ಪ್ರಕಾರ ದೈಹಿಕ, ಮಾನಸಿಕ ಹಾಗೂ ಸಾಮಾಜಿಕವಾಗಿ ಸಂಪೂರ್ಣ ಸ್ವಸ್ಥ ಸ್ಥಿತಿಯೇ ಆರೋಗ್ಯ. ಒತ್ತಡದ ಬದುಕು ಇಂದು ಮನುಷ್ಯನನ್ನು ಹೈರಾಣಾಗಿಸಿದೆ. (490, 548, 768, 576)
registration-marks (0, 1380, 945, 1392)
article-para: ಆರೋಗ್ಯ ಎಂದರೆ ಕೇವಲ ದೈಹಿಕ ಆರೋಗ್ಯವಲ್ಲ. ಮಾನಸಿಕ ಹಾಗೂ ಸಾಮಾಜಿಕ ಆರೋಗ್ಯವೂ ಅಷ್ಟೇ ಮುಖ್ಯ. ವಿಶ್ವ ಆರೋಗ್ಯ ಸಂಸ್ಥೆಯ ಪ್ರಕಾರ ದೈಹಿಕ, ಮಾನಸಿಕ ಹಾಗೂ ಸಾಮಾಜಿಕವಾಗಿ ಸಂಪೂರ್ಣ ಸ್ವಸ್ಥ ಸ್ಥಿತಿಯೇ ಆರೋಗ್ಯ. ಒತ್ತಡದ ಬದುಕು ಇಂದು ಮನುಷ್ಯನನ್ನು ಹೈರಾಣಾಗಿಸಿದೆ. (302, 335, 486, 373)
article-para: ನಮ್ಮವರ ಸೀಮಿತವಾದ ಜೀವನ, ಸಾಮಾನ್ಯವಾಗಿ ಜೀವನ ಪ್ರಯಾಣದಲ್ಲಿ ಹುಟ್ಟು ಆಕಸ್ಮಿಕ, ಮರಣ ನಿಶ್ಚಿತ ಎಂದು ಹಿರಿಯರು ಹೇಳಿದ್ದಾರೆ. ಜನನ ಮತ್ತು ಮರಣದ ನಡುವೆ ಬದುಕು ಇರುತ್ತದೆ. ಆ ಬದುಕನ್ನು ಆರೋಗ್ಯಪೂರ್ಣವಾಗಿ ಬಾಳುವುದು ನಮ್ಮ ಕೈಯಲ್ಲಿದೆ. (302, 205, 486, 242)
article-para: ಆರೋಗ್ಯವೇ ಭಾಗ್ಯ ಎಂಬ ಗಾದೆ ಮಾತಿದೆ. ಆರೋಗ್ಯವಿದ್ದರೆ ಎಲ್ಲವೂ ಇದ್ದಂತೆ. ಹಣ, ಆಸ್ತಿ, ಅಂತಸ್ತು ಎಲ್ಲವೂ ಇದ್ದು ಆರೋಗ್ಯವಿಲ್ಲದಿದ್ದರೆ ಬದುಕು ನಿರರ್ಥಕ. ನಮ್ಮ ಹಿರಿಯರು ಶ್ರಮಜೀವಿಗಳಾಗಿದ್ದರು. ಹೊಲ, ಗದ್ದೆಗಳಲ್ಲಿ ದುಡಿಯುತ್ತಿದ್ದರು. ಸರಳ ಆಹಾರ ಸೇವಿಸುತ್ತಿದ್ದರು. ಹಾಗಾಗಿ ಅವರು ನೂರು ವರ್ಷಕ್ಕೂ ಹೆಚ್ಚು ಕಾಲ ಆರೋಗ್ಯವಾಗಿ ಬದುಕುತ್ತಿದ್ದರು. (302, 245, 486, 292)
joke-line: ಈತ : "ಹೌದಾ...!" (65, 129, 126, 137)
village-house-painting (522, 920, 692, 1020)
article-para: ಕುಟುಂಬದ ಸದಸ್ಯರೊಂದಿಗೆ ಬೆರೆಯುವುದು, ಮಕ್ಕಳೊಂದಿಗೆ ಆಟವಾಡುವುದು, ಹಿರಿಯರ ಮಾತುಗಳನ್ನು ಕೇಳುವುದು ಮಾನಸಿಕ ನೆಮ್ಮದಿಗೆ ಕಾರಣವಾಗುತ್ತದೆ. ಅವಿಭಕ್ತ ಕುಟುಂಬಗಳಲ್ಲಿ ಪರಸ್ಪರ ಪ್ರೀತಿ, ವಿಶ್ವಾಸ, ಸಹಕಾರ ಇರುತ್ತಿತ್ತು. (302, 701, 486, 729)
page-number-box (55, 50, 103, 76)
letter-intro: ಮಾನ್ಯರೆ, (60, 1087, 81, 1095)
letter-signature: - ನೊಂದ ನಿವಾಸಿಗಳು, ಕೆಸರೆ 3ನೇ ಹಂತ, ಮೈಸೂರು. (168, 1055, 290, 1063)
bullet-icon: ■ (58, 651, 69, 661)
article-para: ಆರೋಗ್ಯವೇ ಭಾಗ್ಯ ಎಂಬ ಗಾದೆ ಮಾತಿದೆ. ಆರೋಗ್ಯವಿದ್ದರೆ ಎಲ್ಲವೂ ಇದ್ದಂತೆ. ಹಣ, ಆಸ್ತಿ, ಅಂತಸ್ತು ಎಲ್ಲವೂ ಇದ್ದು ಆರೋಗ್ಯವಿಲ್ಲದಿದ್ದರೆ ಬದುಕು ನಿರರ್ಥಕ. ನಮ್ಮ ಹಿರಿಯರು ಶ್ರಮಜೀವಿಗಳಾಗಿದ್ದರು. ಹೊಲ, ಗದ್ದೆಗಳಲ್ಲಿ ದುಡಿಯುತ್ತಿದ್ದರು. ಸರಳ ಆಹಾರ ಸೇವಿಸುತ್ತಿದ್ದರು. ಹಾಗಾಗಿ ಅವರು ನೂರು ವರ್ಷಕ್ಕೂ ಹೆಚ್ಚು ಕಾಲ ಆರೋಗ್ಯವಾಗಿ ಬದುಕುತ್ತಿದ್ದರು. (302, 570, 486, 617)
article-column (772, 205, 932, 905)
chintane-label: ಚಿಂತನೆ (758, 100, 792, 118)
watercolor-text: ಕಲಾ ಕ್ಷೇತ್ರದಲ್ಲಿ ಇವರ ಸಾಧನೆಯನ್ನು ಗುರುತಿಸಿ ಅನೇಕ ಸಂಘ ಸಂಸ್ಥೆಗಳು ಸನ್ಮಾನಿಸಿವೆ. ಜಲವರ್ಣ ಚಿತ್ರಕಲೆಯನ್ನು ಕಲಿಯಲು ಬಯಸುವವರಿಗೆ ಇವರು ಉಚಿತವಾಗಿ ತರಬೇತಿ ನೀಡುತ್ತಿದ್ದಾರೆ. ಕಲಾಸಕ್ತರು ಇವರ ಚಿತ್ರಗಳನ್ನು ವೀಕ್ಷಿಸಿ ಪ್ರೋತ್ಸಾಹಿಸಬೇಕಿದೆ. (780, 1034, 932, 1071)
article-headline (300, 150, 934, 200)
article-para: ಆರೋಗ್ಯ ಎಂದರೆ ಕೇವಲ ದೈಹಿಕ ಆರೋಗ್ಯವಲ್ಲ. ಮಾನಸಿಕ ಹಾಗೂ ಸಾಮಾಜಿಕ ಆರೋಗ್ಯವೂ ಅಷ್ಟೇ ಮುಖ್ಯ. ವಿಶ್ವ ಆರೋಗ್ಯ ಸಂಸ್ಥೆಯ ಪ್ರಕಾರ ದೈಹಿಕ, ಮಾನಸಿಕ ಹಾಗೂ ಸಾಮಾಜಿಕವಾಗಿ ಸಂಪೂರ್ಣ ಸ್ವಸ್ಥ ಸ್ಥಿತಿಯೇ ಆರೋಗ್ಯ. ಒತ್ತಡದ ಬದುಕು ಇಂದು ಮನುಷ್ಯನನ್ನು ಹೈರಾಣಾಗಿಸಿದೆ. (772, 620, 932, 658)
stall-photo (60, 400, 148, 550)
watercolor-contact: ಸಂಪರ್ಕ: (911, 1097, 932, 1105)
amrutha-line: ಸಸ್ಯಕಕ್ಕೆ ಒಂದು ಸಾಧನ - ಶ್ವಾಂಡಿಹಾರ್. (136, 302, 212, 309)
article-para: ನಿಯಮಿತ ವ್ಯಾಯಾಮ, ಯೋಗ, ಧ್ಯಾನ, ನಡಿಗೆ ಇವುಗಳು ದೇಹವನ್ನು ಸದೃಢವಾಗಿಡುತ್ತವೆ. ಸಮತೋಲಿತ ಆಹಾರ, ಸಾಕಷ್ಟು ನಿದ್ರೆ, ಸಾಕಷ್ಟು ನೀರು ಸೇವನೆ ಆರೋಗ್ಯದ ಮೂಲಮಂತ್ರಗಳು. (490, 599, 768, 618)
bullet-icon: ■ (58, 379, 69, 389)
letter-intro: ಮಾನ್ಯರೆ, (154, 401, 175, 409)
amrutha-box (58, 276, 290, 314)
watercolor-text: ಕಲಾ ಕ್ಷೇತ್ರದಲ್ಲಿ ಇವರ ಸಾಧನೆಯನ್ನು ಗುರುತಿಸಿ ಅನೇಕ ಸಂಘ ಸಂಸ್ಥೆಗಳು ಸನ್ಮಾನಿಸಿವೆ. ಜಲವರ್ಣ ಚಿತ್ರಕಲೆಯನ್ನು ಕಲಿಯಲು ಬಯಸುವವರಿಗೆ ಇವರು ಉಚಿತವಾಗಿ ತರಬೇತಿ ನೀಡುತ್ತಿದ್ದಾರೆ. ಕಲಾಸಕ್ತರು ಇವರ ಚಿತ್ರಗಳನ್ನು ವೀಕ್ಷಿಸಿ ಪ್ರೋತ್ಸಾಹಿಸಬೇಕಿದೆ. (696, 1030, 776, 1106)
article-para: ಇಂದಿನ ಆಧುನಿಕ ಜೀವನಶೈಲಿಯಲ್ಲಿ ದೈಹಿಕ ಶ್ರಮ ಕಡಿಮೆಯಾಗಿದೆ. ಯಂತ್ರಗಳು ಮನುಷ್ಯನ ಕೆಲಸವನ್ನು ಮಾಡುತ್ತಿವೆ. ಆಹಾರ ಪದ್ಧತಿಯೂ ಬದಲಾಗಿದೆ. ಜಂಕ್ ಫುಡ್, ಫಾಸ್ಟ್ ಫುಡ್ ಸೇವನೆ ಹೆಚ್ಚಾಗಿದೆ. ಇದರಿಂದ ಸಕ್ಕರೆ ಕಾಯಿಲೆ, ರಕ್ತದೊತ್ತಡ, ಹೃದಯ ಸಂಬಂಧಿ ಕಾಯಿಲೆಗಳು ಚಿಕ್ಕ ವಯಸ್ಸಿನಲ್ಲೇ ಕಾಣಿಸಿಕೊಳ್ಳುತ್ತಿವೆ. (302, 295, 486, 333)
proverb-left: ಗಾದೆ ಹುಚ್ಚನಲ್ಲ (62, 336, 105, 346)
letter-signature: -ಬಾಲಕನಿಕೆ ವಿಜಯ್‌ರತ್ನ ಕುಮಾರ್‌ಸ್ವಾಮಿ, ಮೈಸೂರು. (168, 858, 290, 866)
letter-signature: -ಸಿಕೆ. ಹಿರಿಯ ನಾಗರಿಕರು, ಮೈಸೂರು. (203, 1300, 290, 1308)
family-illustration (490, 205, 768, 385)
author-phone: ಮೊ: 94482 08746/ 97421 79000 (364, 113, 478, 121)
pull-quote-text: ನಾವು ಇತರರೊಂದಿಗೆ ಬೆರೆಯುವುದು ಹಾಗೂ ಇತರರನ್ನು ಪ್ರೀತಿಸುವುದು, ಗೌರವಿಸುವುದು, ನಮಗೆ ಯಾವುದೇ ರೀತಿಯ ಸಂತೋಷ ಸಿಗುವುದು ನಮ್ಮನ್ನು ಅಷ್ಟಾಹಾರವಂತ ಮಾಡಲು ಎಂಬುದನ್ನು ಹೊರಬಾರದು. ನಾವು ಎಲ್ಲಿ ಇರುತ್ತೇವೋ ಅಲ್ಲಿ ಸಂತೋಷ ಮತ್ತು ನೆಮ್ಮದಿ ಇರಬೇಕು. (507, 421, 751, 455)
watercolor-text: ಜೊತೆಗೆ ಒಂದಷ್ಟು ಜಲವರ್ಣ ಚಿತ್ರಗಳನ್ನು ರಚಿಸಿರುವ ಇವರು 1990ರಿಂದ ನಿರಂತರವಾಗಿ ಕಲಾ ಪ್ರದರ್ಶನಗಳನ್ನು ನಡೆಸುತ್ತಿದ್ದಾರೆ. ಮೈಸೂರು ದಸರಾ ಕಲಾ ಪ್ರದರ್ಶನ, ಕರ್ನಾಟಕ ಲಲಿತಕಲಾ ಅಕಾಡೆಮಿ ಪ್ರದರ್ಶನಗಳಲ್ಲಿ ಇವರ ಚಿತ್ರಗಳು ಪ್ರದರ್ಶನಗೊಂಡಿವೆ. 2202ರಲ್ಲಿ ಇವರಿಗೆ ವಿಶೇಷ ಪುರಸ್ಕಾರ ದೊರೆತಿದೆ. (522, 1114, 608, 1199)
article-column (302, 205, 486, 905)
quote-mark-icon: “ (616, 394, 642, 416)
article-para: ಕುಟುಂಬದ ಸದಸ್ಯರೊಂದಿಗೆ ಬೆರೆಯುವುದು, ಮಕ್ಕಳೊಂದಿಗೆ ಆಟವಾಡುವುದು, ಹಿರಿಯರ ಮಾತುಗಳನ್ನು ಕೇಳುವುದು ಮಾನಸಿಕ ನೆಮ್ಮದಿಗೆ ಕಾರಣವಾಗುತ್ತದೆ. ಅವಿಭಕ್ತ ಕುಟುಂಬಗಳಲ್ಲಿ ಪರಸ್ಪರ ಪ್ರೀತಿ, ವಿಶ್ವಾಸ, ಸಹಕಾರ ಇರುತ್ತಿತ್ತು. (772, 347, 932, 385)
page-label: ಪುಟ (57, 52, 68, 60)
